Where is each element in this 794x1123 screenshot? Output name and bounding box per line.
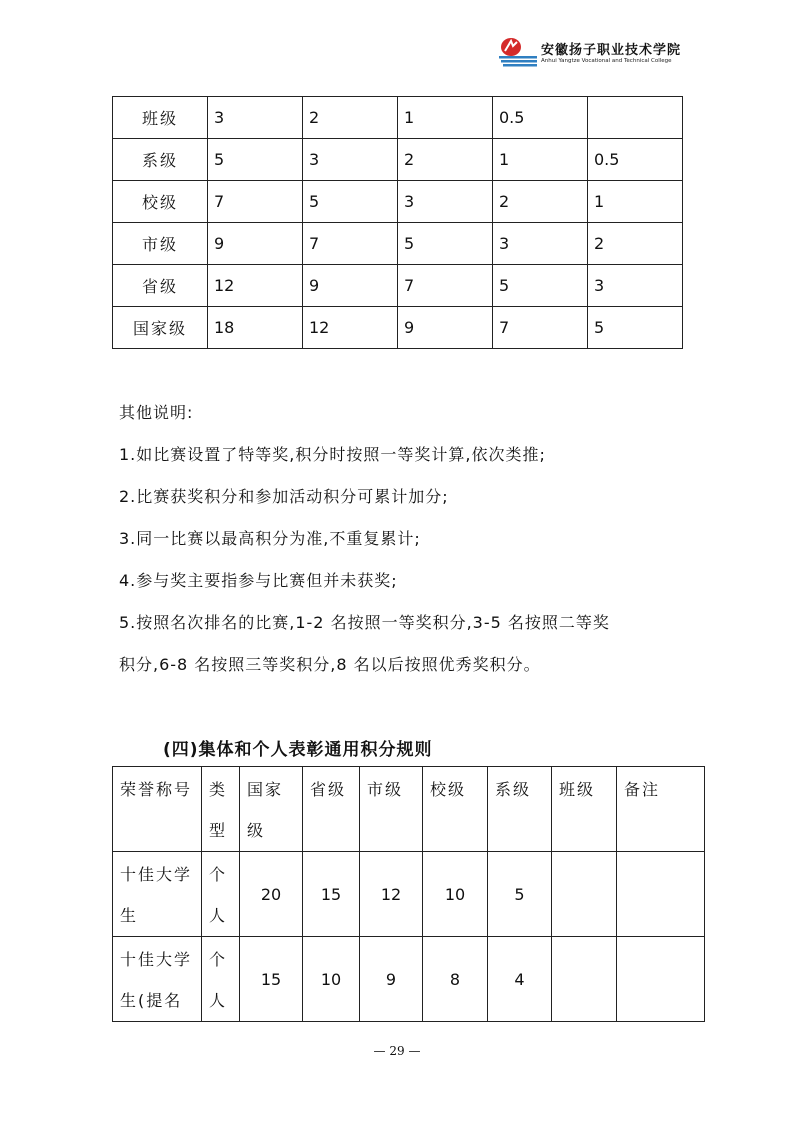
value-cell: 5: [493, 265, 588, 307]
value-cell: 7: [398, 265, 493, 307]
table-row: [113, 307, 683, 349]
page-number: — 29 —: [373, 1044, 421, 1058]
header-cell: 班级: [552, 767, 617, 852]
college-name-cn: 安徽扬子职业技术学院: [541, 43, 682, 58]
level-cell: 系级: [113, 139, 208, 181]
level-cell: 省级: [113, 265, 208, 307]
value-cell: 2: [588, 223, 683, 265]
value-cell: 3: [303, 139, 398, 181]
value-cell: 5: [488, 852, 552, 937]
value-cell: 5: [398, 223, 493, 265]
value-cell: 4: [488, 937, 552, 1022]
award-points-table: [112, 96, 683, 349]
value-cell: 5: [303, 181, 398, 223]
value-cell: 9: [208, 223, 303, 265]
note-item: 积分,6-8 名按照三等奖积分,8 名以后按照优秀奖积分。: [119, 655, 541, 674]
value-cell: 7: [208, 181, 303, 223]
value-cell: 9: [398, 307, 493, 349]
table-row: [113, 852, 705, 937]
value-cell: 7: [303, 223, 398, 265]
honor-name-cell: 十佳大学生: [113, 852, 202, 937]
notes-section: [119, 402, 679, 696]
honor-points-table: [112, 766, 705, 1022]
value-cell: 0.5: [493, 97, 588, 139]
value-cell: 3: [493, 223, 588, 265]
header-cell: 备注: [617, 767, 705, 852]
value-cell: 3: [588, 265, 683, 307]
value-cell: 12: [208, 265, 303, 307]
value-cell: 3: [208, 97, 303, 139]
table-row: [113, 97, 683, 139]
value-cell: 1: [588, 181, 683, 223]
value-cell: 5: [208, 139, 303, 181]
level-cell: 国家级: [113, 307, 208, 349]
section-title: (四)集体和个人表彰通用积分规则: [163, 740, 433, 760]
college-name-en: Anhui Yangtze Vocational and Technical College: [541, 58, 672, 64]
value-cell: 12: [360, 852, 423, 937]
table-row: [113, 181, 683, 223]
note-item: 3.同一比赛以最高积分为准,不重复累计;: [119, 529, 421, 548]
value-cell: 0.5: [588, 139, 683, 181]
value-cell: 5: [588, 307, 683, 349]
note-item: 1.如比赛设置了特等奖,积分时按照一等奖计算,依次类推;: [119, 445, 546, 464]
value-cell: 12: [303, 307, 398, 349]
value-cell: 2: [493, 181, 588, 223]
value-cell: 20: [240, 852, 303, 937]
value-cell: 10: [423, 852, 488, 937]
honor-name-cell: 十佳大学生(提名: [113, 937, 202, 1022]
header-cell: 市级: [360, 767, 423, 852]
header-cell: 系级: [488, 767, 552, 852]
value-cell: 2: [303, 97, 398, 139]
value-cell: 1: [398, 97, 493, 139]
note-item: 2.比赛获奖积分和参加活动积分可累计加分;: [119, 487, 449, 506]
value-cell: [617, 852, 705, 937]
header-cell: 国家级: [240, 767, 303, 852]
value-cell: 3: [398, 181, 493, 223]
level-cell: 市级: [113, 223, 208, 265]
value-cell: 10: [303, 937, 360, 1022]
college-emblem-icon: [497, 36, 537, 68]
value-cell: 15: [240, 937, 303, 1022]
notes-heading: 其他说明:: [119, 403, 194, 422]
value-cell: 18: [208, 307, 303, 349]
header-cell: 荣誉称号: [113, 767, 202, 852]
value-cell: [552, 937, 617, 1022]
header-cell: 校级: [423, 767, 488, 852]
value-cell: 1: [493, 139, 588, 181]
header-cell: 省级: [303, 767, 360, 852]
honor-type-cell: 个人: [202, 852, 240, 937]
note-item: 4.参与奖主要指参与比赛但并未获奖;: [119, 571, 398, 590]
table-row: [113, 937, 705, 1022]
table-row: [113, 223, 683, 265]
level-cell: 校级: [113, 181, 208, 223]
table-header-row: [113, 767, 705, 852]
level-cell: 班级: [113, 97, 208, 139]
college-logo: [497, 36, 682, 70]
value-cell: [552, 852, 617, 937]
value-cell: [588, 97, 683, 139]
note-item: 5.按照名次排名的比赛,1-2 名按照一等奖积分,3-5 名按照二等奖: [119, 613, 610, 632]
value-cell: 15: [303, 852, 360, 937]
header-cell: 类型: [202, 767, 240, 852]
honor-type-cell: 个人: [202, 937, 240, 1022]
value-cell: 9: [303, 265, 398, 307]
value-cell: 9: [360, 937, 423, 1022]
value-cell: 2: [398, 139, 493, 181]
table-row: [113, 265, 683, 307]
value-cell: [617, 937, 705, 1022]
value-cell: 7: [493, 307, 588, 349]
table-row: [113, 139, 683, 181]
value-cell: 8: [423, 937, 488, 1022]
